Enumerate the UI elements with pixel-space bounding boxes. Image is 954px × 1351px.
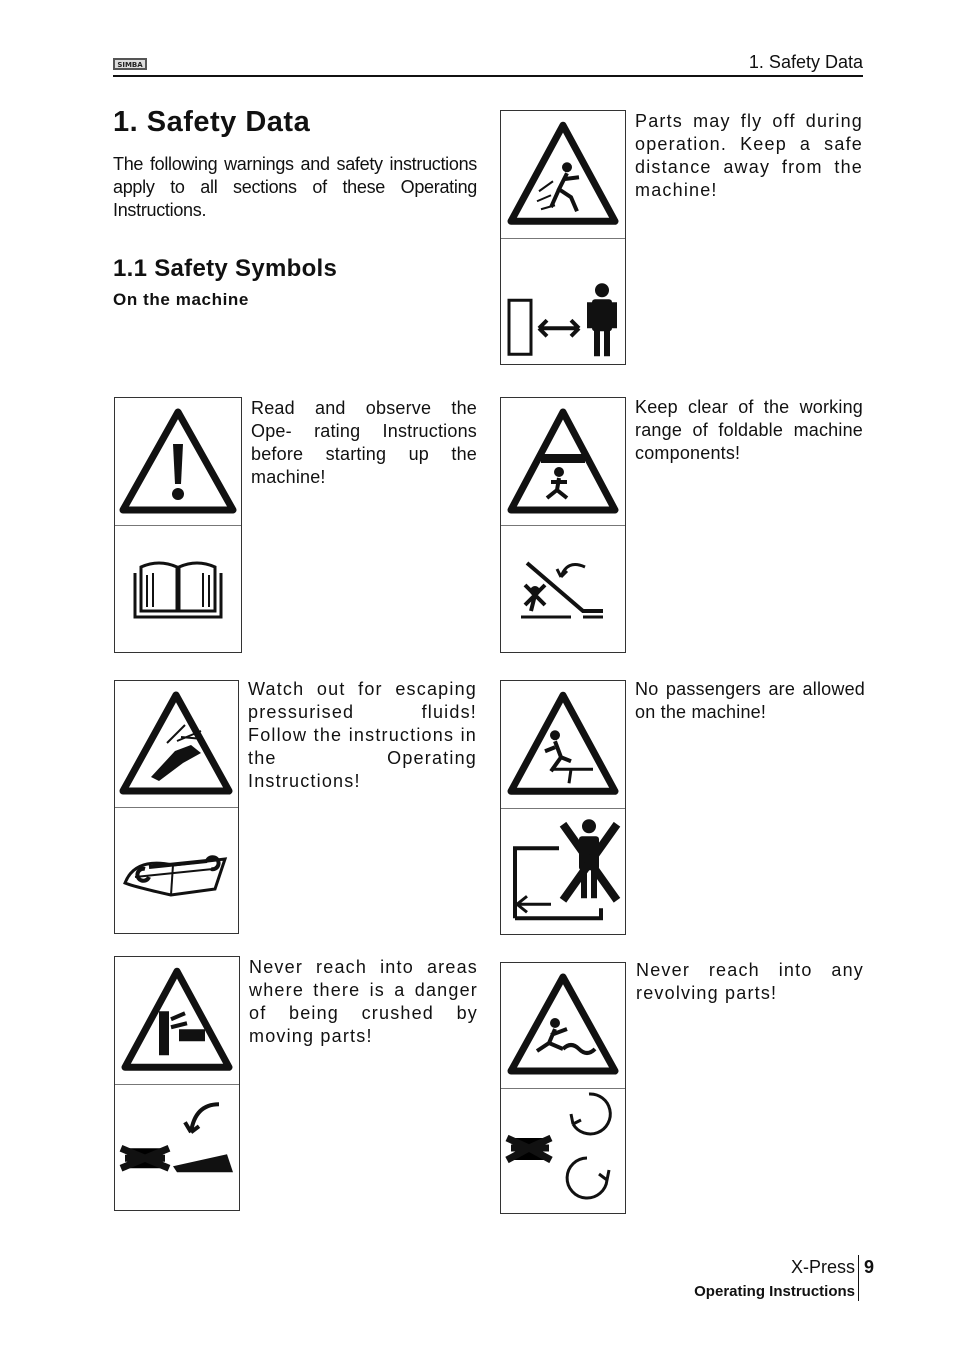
running-title: 1. Safety Data [748, 52, 863, 72]
symbol-no-passengers [500, 680, 626, 935]
symbol-crushing [114, 956, 240, 1211]
pressurised-fluid-icon [115, 681, 238, 808]
section-subtitle: On the machine [113, 290, 249, 309]
symbol-flying-parts [500, 110, 626, 365]
folding-parts-icon [501, 525, 625, 652]
symbol-read-manual [114, 397, 242, 653]
manual-wrench-icon [115, 807, 238, 933]
exclamation-icon [115, 398, 241, 526]
symbol-text-flying-parts: Parts may fly off during operation. Keep a safe distance away from the machine! [635, 111, 863, 200]
symbol-text-revolving-parts: Never reach into any revolving parts! [636, 960, 864, 1003]
simba-logo [113, 55, 147, 73]
page-title: 1. Safety Data [113, 106, 311, 138]
symbol-folding-components [500, 397, 626, 653]
crush-hand-icon [115, 957, 239, 1085]
section-title: 1.1 Safety Symbols [113, 255, 338, 282]
falling-load-icon [501, 398, 625, 526]
footer-subtitle: Operating Instructions [694, 1283, 855, 1300]
header-rule [113, 75, 863, 77]
page-number: 9 [864, 1257, 875, 1277]
book-icon [115, 525, 241, 652]
no-reach-rotating-icon [501, 1088, 625, 1213]
revolving-parts-icon [501, 963, 625, 1089]
footer-divider [858, 1255, 859, 1301]
flying-parts-icon [501, 111, 625, 239]
symbol-text-pressurised-fluids: Watch out for escaping pressurised fluids! Follow the instructions in the Operating Instructions! [248, 679, 477, 791]
symbol-revolving-parts [500, 962, 626, 1214]
safe-distance-icon [501, 238, 625, 365]
symbol-text-folding-components: Keep clear of the working range of foldable machine components! [635, 397, 863, 463]
no-passengers-icon [501, 808, 625, 935]
no-reach-crush-icon [115, 1084, 239, 1211]
symbol-pressurised-fluids [114, 680, 239, 934]
intro-paragraph: The following warnings and safety instructions apply to all sections of these Operating Instructions. [113, 154, 477, 220]
symbol-text-no-passengers: No passengers are allowed on the machine! [635, 679, 865, 722]
symbol-text-read-manual: Read and observe the Ope- rating Instructions before starting up the machine! [251, 398, 477, 487]
symbol-text-crushing: Never reach into areas where there is a danger of being crushed by moving parts! [249, 957, 478, 1046]
footer-product: X-Press [790, 1257, 855, 1277]
svg-text:SIMBA: SIMBA [117, 61, 143, 69]
falling-person-icon [501, 681, 625, 809]
